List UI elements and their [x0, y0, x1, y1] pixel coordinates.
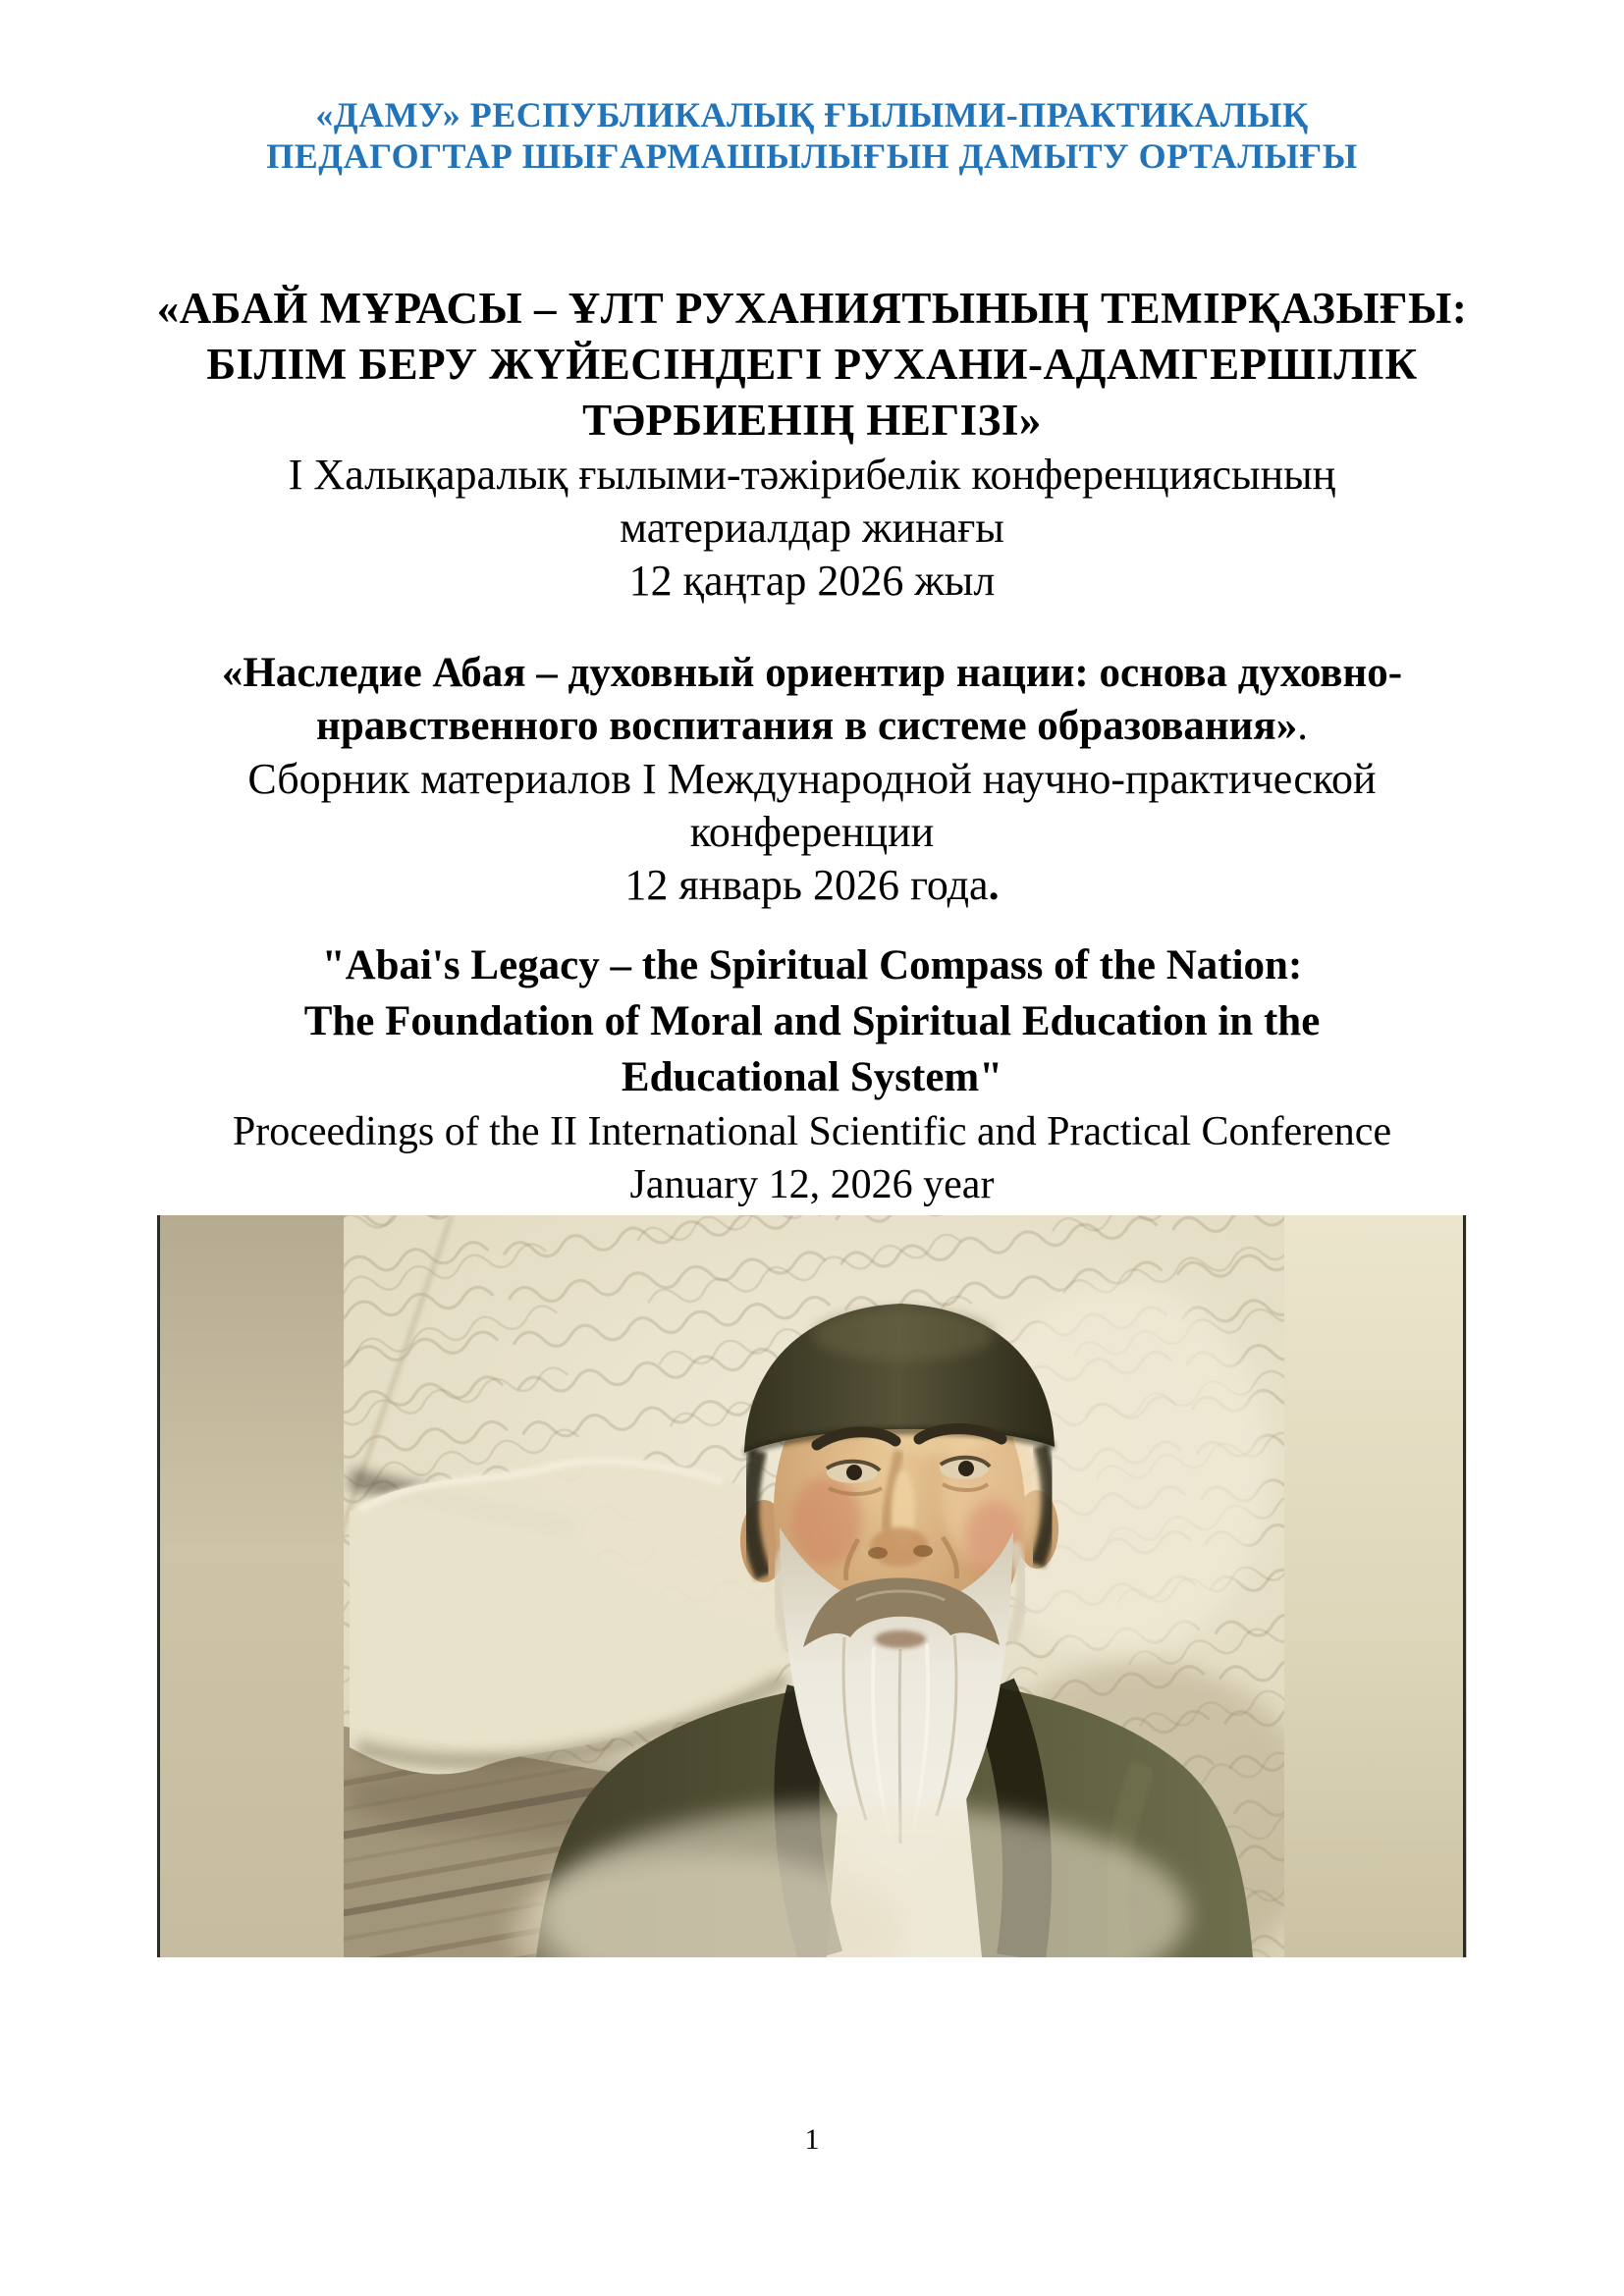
right-border-line: [1463, 1215, 1466, 1957]
russian-date-period: .: [988, 861, 1000, 909]
kazakh-title-line: «АБАЙ МҰРАСЫ – ҰЛТ РУХАНИЯТЫНЫҢ ТЕМІРҚАЗЫҒЫ:: [156, 284, 1468, 333]
left-border-line: [157, 1215, 160, 1957]
russian-subtitle-line: конференции: [689, 808, 935, 856]
russian-date-line: 12 январь 2026 года.: [624, 861, 1000, 909]
kazakh-subtitle: [0, 449, 1624, 608]
right-gradient-column: [1284, 1215, 1467, 1957]
page-number: 1: [804, 2123, 820, 2156]
kazakh-title-line: ТӘРБИЕНІҢ НЕГІЗІ»: [582, 396, 1042, 445]
left-gradient-column: [157, 1215, 344, 1957]
russian-subtitle-line: Сборник материалов I Международной научно-практической: [247, 755, 1377, 803]
english-subtitle: [0, 1105, 1624, 1211]
kazakh-subtitle-line: I Халықаралық ғылыми-тәжірибелік конференциясының: [288, 451, 1336, 499]
english-subtitle-line: Proceedings of the II International Scientific and Practical Conference: [232, 1109, 1392, 1154]
russian-title-line: нравственного воспитания в системе образования».: [316, 703, 1308, 749]
english-title-line: The Foundation of Moral and Spiritual Education in the: [303, 998, 1321, 1044]
english-date-line: January 12, 2026 year: [629, 1162, 995, 1207]
abai-portrait-illustration: [157, 1215, 1467, 1957]
kazakh-title: [0, 281, 1624, 449]
russian-title-period: .: [1297, 703, 1308, 749]
russian-title-line: «Наследие Абая – духовный ориентир нации: основа духовно-: [221, 650, 1403, 696]
english-title-line: Educational System": [621, 1054, 1003, 1100]
english-title-line: "Abai's Legacy – the Spiritual Compass of the Nation:: [321, 942, 1303, 988]
org-header: [0, 94, 1624, 177]
russian-subtitle: [0, 753, 1624, 859]
abai-portrait-figure: [157, 1215, 1467, 1957]
english-title: [0, 937, 1624, 1105]
kazakh-date-line: 12 қаңтар 2026 жыл: [628, 557, 996, 605]
russian-title: [0, 647, 1624, 753]
kazakh-subtitle-line: материалдар жинағы: [620, 504, 1004, 552]
org-header-line: «ДАМУ» РЕСПУБЛИКАЛЫҚ ҒЫЛЫМИ-ПРАКТИКАЛЫҚ: [315, 95, 1309, 134]
org-header-line: ПЕДАГОГТАР ШЫҒАРМАШЫЛЫҒЫН ДАМЫТУ ОРТАЛЫҒЫ: [266, 136, 1358, 176]
kazakh-title-line: БІЛІМ БЕРУ ЖҮЙЕСІНДЕГІ РУХАНИ-АДАМГЕРШІЛІК: [206, 340, 1418, 389]
